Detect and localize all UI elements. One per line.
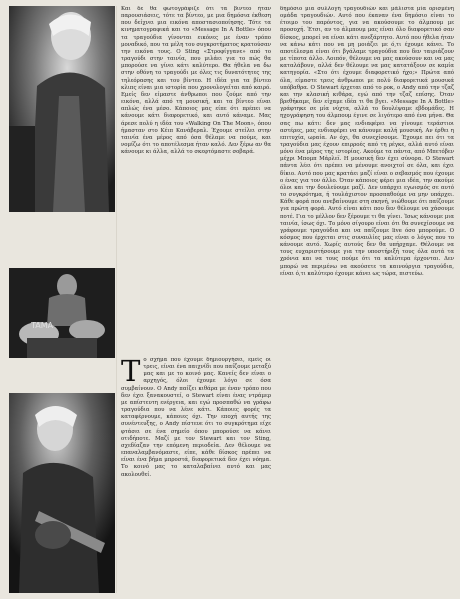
article-column-1-lower [121, 357, 271, 593]
photo-drummer [9, 268, 115, 358]
drop-cap: T [121, 357, 141, 388]
photo-guitarist-image [9, 393, 115, 593]
photo-sting-portrait [9, 6, 115, 212]
svg-text:TAMA: TAMA [31, 321, 54, 330]
article-column-1 [121, 6, 271, 354]
photo-sting-portrait-image [9, 6, 115, 212]
article-paragraph: δημόσιο μια συλλογή τραγουδιών και μάλιστα μία ορισμένη ομάδα τραγουδιών. Αυτό που έκαναν ένα δημόσιο είναι το έτοιμο του παρόντος, για να ακούσουμε το άλμπουμ με προσοχή. Έτσι, αν το άλμπουμ μας είναι όλο διαφορετικό σαν δίσκος, μπορεί να είναι κάτι ανεξάρτητο. Αυτό που ήθελα ήταν να κάνω κάτι που να μη μοιάζει με ό,τι έχουμε κάνει. Το αποτέλεσμα είναι ότι βγάλαμε τραγούδια που δεν ταιριάζουν με τίποτα άλλο. Λοιπόν, θέλουμε να μας ακούσουν και να μας καταλάβουν, αλλά δεν θέλουμε να μας κατατάξουν σε καμία κατηγορία. «Στο ότι έχουμε διαφορετικό ήχο;» Πρώτα από όλα, είμαστε τρεις άνθρωποι με πολύ διαφορετικά μουσικά υπόβαθρα. Ο Stewart έρχεται από το ροκ, ο Andy από την τζαζ και την κλασική κιθάρα, εγώ από την τζαζ επίσης. Όταν βρεθήκαμε, δεν είχαμε ιδέα τι θα βγει. «Message In A Bottle» γράφτηκε σε μία νύχτα, αλλά το δουλέψαμε εβδομάδες. Η ηχογράφηση του άλμπουμ έγινε σε λιγότερο από ένα μήνα. Θα σας πω κάτι: δεν μας ενδιαφέρει να γίνουμε τεράστιοι αστέρες, μας ενδιαφέρει να κάνουμε καλή μουσική. Αν έρθει η επιτυχία, ωραία. Αν όχι, θα συνεχίσουμε. Έχουμε πει ότι τα τραγούδια μας έχουν επιρροές από τη ρέγκε, αλλά αυτό είναι μόνο ένα μέρος της ιστορίας. Ακούμε τα πάντα, από Μπετόβεν μέχρι Μπομπ Μάρλεϊ. Η μουσική δεν έχει σύνορα. Ο Stewart πάντα λέει ότι πρέπει να μένουμε ανοιχτοί σε όλα, και έχει δίκιο. Αυτό που μας κρατάει μαζί είναι ο σεβασμός που έχουμε ο ένας για τον άλλο. Όταν κάποιος φέρει μια ιδέα, την ακούμε όλοι και την δουλεύουμε μαζί. Δεν υπάρχει εγωισμός σε αυτό το συγκρότημα, ή τουλάχιστον προσπαθούμε να μην υπάρχει. Κάθε φορά που ανεβαίνουμε στη σκηνή, νιώθουμε ότι παίζουμε για πρώτη φορά. Αυτό είναι κάτι που δεν θέλουμε να χάσουμε ποτέ. Για το μέλλον δεν ξέρουμε τι θα γίνει. Ίσως κάνουμε μια ταινία, ίσως όχι. Το μόνο σίγουρο είναι ότι θα συνεχίσουμε να γράφουμε τραγούδια και να παίζουμε live όσο μπορούμε. Ο κόσμος που έρχεται στις συναυλίες μας είναι ο λόγος που το κάνουμε αυτό. Χωρίς αυτούς δεν θα υπήρχαμε. Θέλουμε να τους ευχαριστήσουμε για την υποστήριξή τους όλα αυτά τα χρόνια και να τους πούμε ότι τα καλύτερα έρχονται. Δεν μπορώ να περιμένω να ακούσετε τα καινούργια τραγούδια, είναι ό,τι καλύτερο έχουμε κάνει ως τώρα, πιστεύω. [280, 6, 454, 277]
article-column-2 [280, 6, 454, 593]
photo-drummer-image [9, 268, 115, 358]
article-paragraph [121, 357, 271, 479]
article-paragraph: Και δε θα φωτογράφιζε ότι τα βιντεο ήταν παρουσιάσεις, τότε τα βίντεο, με μια δημόσια έκθεση που δείχνει μια εικόνα αποστασιοποίησης. Τότε τα κινηματογραφικά και το «Message In A Bottle» όπου τα τραγούδια γίνονται εικόνες με έναν τρόπο μοναδικό, που τα μέλη του συγκροτήματος κρατούσαν την εικόνα τους. Ο Sting «Στροφίγγανε» από το τραγούδι στην ταινία, που μιλάει για το πώς θα μπορούσε να γίνει κάτι καλύτερο. Θα ήθελα να δω στην οθόνη το τραγούδι με όλες τις δυνατότητες της τηλεόρασης και του βίντεο. Η ιδέα για τα βίντεο κλιπς είναι μια ιστορία που χρονολογείται από καιρό. Εμείς δεν είμαστε άνθρωποι που ζούμε από την εικόνα, αλλά από τη μουσική, και τα βίντεο είναι απλώς ένα μέσο. Κάποιος μας είπε ότι πρέπει να κάνουμε κάτι διαφορετικό, και αυτό κάναμε. Μας άρεσε πολύ η ιδέα του «Walking On The Moon», όπου ήμασταν στο Κέιπ Κανάβεραλ. Έχουμε στείλει στην ταινία ένα μέρος από όσα θέλαμε να πούμε, και νομίζω ότι το αποτέλεσμα ήταν καλό. Δεν ξέρω αν θα κάνουμε κι άλλα, αλλά το σκεφτόμαστε σοβαρά. [121, 6, 271, 156]
photo-guitarist [9, 393, 115, 593]
column-gutter [116, 6, 117, 593]
article-text: ο σχήμα που έχουμε δημιουργήσει, εμείς οι τρεις, είναι ένα παιχνίδι που παίζουμε μεταξύ μας και με το κοινό μας. Κανείς δεν είναι ο αρχηγός, όλοι έχουμε λόγο σε όσα συμβαίνουν. Ο Andy παίζει κιθάρα με έναν τρόπο που δεν έχει ξανακουστεί, ο Stewart είναι ένας ντράμερ με απίστευτη ενέργεια, και εγώ προσπαθώ να γράφω τραγούδια που να λένε κάτι. Κάποιες φορές τα καταφέρνουμε, κάποιες όχι. Την εποχή αυτής της συνέντευξης, ο Andy πίστευε ότι το συγκρότημα είχε φτάσει σε ένα σημείο όπου μπορούσε να κάνει οτιδήποτε. Μαζί με τον Stewart και τον Sting, σχεδίαζαν την επόμενη περιοδεία. Δεν θέλουμε να επαναλαμβανόμαστε, είπε, κάθε δίσκος πρέπει να είναι ένα βήμα μπροστά, διαφορετικά δεν έχει νόημα. Το κοινό μας το καταλαβαίνει αυτό και μας ακολουθεί. [121, 357, 271, 478]
